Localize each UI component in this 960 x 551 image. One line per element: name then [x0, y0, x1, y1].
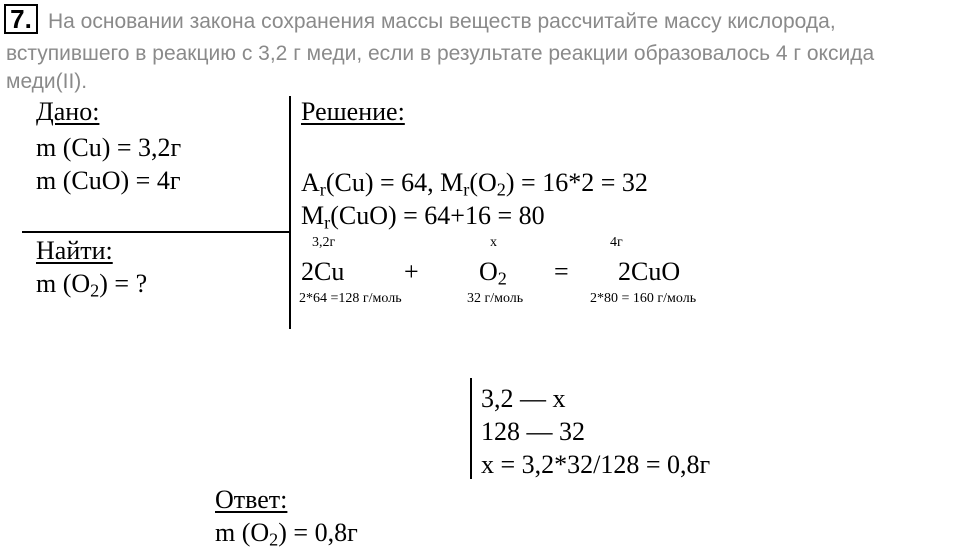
eq-above-cu: 3,2г	[312, 235, 336, 250]
answer-item: m $(O_2) = 0,8г$	[215, 518, 358, 550]
eq-equals: =	[554, 257, 569, 286]
eq-below-cuo: 2*80 = 160 г/моль	[590, 291, 697, 306]
find-item: m $(O_2)$ = ?	[36, 269, 148, 301]
proportion-line-2: 128 — 32	[481, 417, 585, 446]
problem-number: 7.	[4, 4, 38, 34]
eq-above-cuo: 4г	[610, 235, 623, 250]
proportion-bar	[470, 378, 472, 479]
solution-heading: Решение:	[301, 97, 405, 126]
find-heading: Найти:	[36, 236, 113, 265]
proportion-line-3: x = 3,2*32/128 = 0,8г	[481, 450, 711, 479]
atomic-mass-line: $A_r(Cu) = 64$, $M_r(O_2) = 16*2 = 32$	[301, 168, 648, 200]
eq-cuo: 2CuO	[618, 257, 681, 286]
proportion-line-1: 3,2 — x	[481, 384, 566, 413]
eq-cu: 2Cu	[301, 257, 345, 286]
eq-below-cu: 2*64 =128 г/моль	[299, 291, 402, 306]
answer-heading: Ответ:	[215, 485, 288, 514]
given-find-divider	[22, 231, 290, 233]
given-item-cuo: m (CuO) = 4г	[36, 166, 181, 195]
problem-text-line-2: вступившего в реакцию с 3,2 г меди, если в результате реакции образовалось 4 г оксида	[6, 42, 875, 65]
eq-above-o2: x	[490, 235, 497, 250]
eq-plus: +	[404, 257, 419, 286]
given-heading: Дано:	[36, 97, 100, 126]
problem-text-line-3: меди(II).	[6, 70, 88, 93]
given-item-cu: m (Cu) = 3,2г	[36, 133, 182, 162]
problem-text-line-1: На основании закона сохранения массы веществ рассчитайте массу кислорода,	[48, 10, 836, 33]
eq-o2: $O_2$	[479, 257, 507, 289]
eq-below-o2: 32 г/моль	[467, 291, 524, 306]
molar-mass-line: $M_r(CuO) = 64+16 = 80$	[301, 201, 545, 233]
given-solution-divider	[289, 96, 291, 329]
